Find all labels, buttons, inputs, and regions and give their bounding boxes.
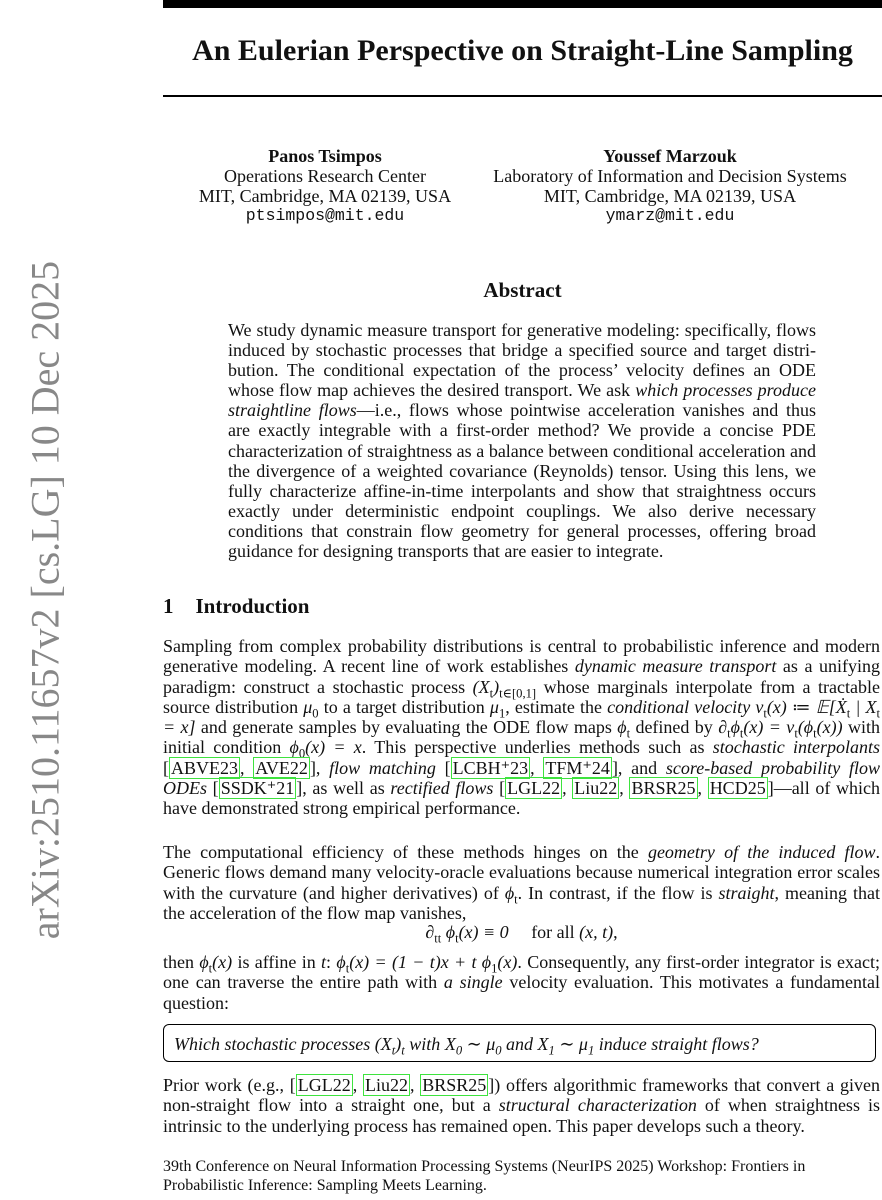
text-run: —i.e., flows whose pointwise acceleration vanishes and thus are exactly integrable with a first-order method? We provide a concise PDE characterization of straightness as a balance between conditional acceleration and the divergence of a weighted covariance (Reynolds) tensor. Using this lens, we fully characterize affine-in-time interpolants and show that straightness occurs exactly under deterministic endpoint couplings. We also derive necessary conditions that constrain flow geometry for general processes, offering broad guidance for designing transports that are easier to integrate. <box>228 400 816 562</box>
citation-link[interactable]: LGL22 <box>297 1075 351 1095</box>
math-text: 1 <box>548 1043 555 1058</box>
math-text: (x) = (1 − t)x + t ϕ <box>349 952 492 972</box>
author-email[interactable]: ptsimpos@mit.edu <box>245 206 405 225</box>
text-run: as a unifying paradigm: construct a stochastic process <box>163 656 880 697</box>
math-text: ) <box>395 1034 402 1054</box>
math-text: μ <box>303 696 313 717</box>
citation-link[interactable]: HCD25 <box>709 778 766 799</box>
text-run: then <box>163 952 200 972</box>
math-text: (x)) <box>816 717 843 738</box>
math-text: (ϕ <box>797 717 814 738</box>
citation-link[interactable]: Liu22 <box>364 1075 408 1095</box>
text-run: ]—all of which have demonstrated strong empirical performance. <box>163 778 881 819</box>
author-block <box>480 146 860 226</box>
math-text: 1 <box>491 961 498 976</box>
text-run: ]) offers algorithmic frameworks that convert a given non-straight flow into a straight one, but a <box>163 1075 880 1116</box>
emphasis-text: geometry of the induced flow <box>647 842 876 862</box>
math-text: t <box>763 706 767 721</box>
math-text: 0 <box>495 1043 502 1058</box>
text-run: . In contrast, if the flow is <box>517 882 719 903</box>
text-run: with <box>404 1034 445 1054</box>
math-text: v <box>750 696 764 717</box>
math-text: t <box>727 726 731 741</box>
math-text: ϕ <box>504 882 515 903</box>
text-run: and <box>501 1034 538 1054</box>
math-text: t <box>321 952 327 972</box>
math-text: tt <box>434 931 442 946</box>
math-text: t <box>401 1043 405 1058</box>
author-address: MIT, Cambridge, MA 02139, USA <box>198 186 452 206</box>
text-run: , <box>619 778 630 799</box>
author-address: MIT, Cambridge, MA 02139, USA <box>543 186 797 206</box>
author-name: Panos Tsimpos <box>268 146 382 166</box>
math-text: 1 <box>498 706 506 721</box>
math-text: t <box>208 961 213 976</box>
math-text: (x) ≔ 𝔼[Ẋ <box>766 696 847 717</box>
text-run: for all <box>508 922 580 942</box>
math-text: ϕ <box>336 952 346 972</box>
text-run: , <box>697 778 708 799</box>
emphasis-text: a single <box>443 972 503 993</box>
emphasis-text: rectified flows <box>390 778 494 799</box>
math-text: ϕ <box>617 717 627 738</box>
math-text: ∼ μ <box>554 1034 588 1054</box>
emphasis-text: stochastic interpolants <box>712 737 880 758</box>
text-run: . This perspective underlies methods such as <box>361 737 713 758</box>
emphasis-text: straight <box>718 882 775 903</box>
math-text: (x) <box>497 952 518 972</box>
math-text: ∂ <box>718 717 728 738</box>
footnote: 39th Conference on Neural Information Processing Systems (NeurIPS 2025) Workshop: Frontiers in Probabilistic Inference: Sampling Meets Learning. <box>163 1158 806 1194</box>
text-run: , meaning that the acceleration of the flow map vanishes, <box>163 882 880 923</box>
citation-link[interactable]: ABVE23 <box>171 757 238 778</box>
math-text: t <box>455 931 459 946</box>
math-text: X <box>444 1034 456 1054</box>
author-name: Youssef Marzouk <box>603 146 737 166</box>
title-rule <box>163 95 882 97</box>
math-text: μ <box>489 696 499 717</box>
math-text: ∼ μ <box>462 1034 496 1054</box>
text-run: with initial condition <box>163 717 880 758</box>
math-text: ϕ <box>730 717 740 738</box>
text-run: Sampling from complex probability distributions is central to probabilistic inference and modern generative modeling. A recent line of work establishes <box>163 636 880 677</box>
author-affiliation: Laboratory of Information and Decision Systems <box>493 166 847 186</box>
emphasis-text: conditional velocity <box>607 696 751 717</box>
emphasis-text: score-based probability flow ODEs <box>163 757 881 799</box>
section-title: Introduction <box>195 594 310 618</box>
top-rule <box>163 0 882 8</box>
text-run: velocity evaluation. This motivates a fundamental question: <box>163 972 880 1013</box>
math-text: t <box>626 726 631 741</box>
emphasis-text: dynamic measure transport <box>574 656 777 677</box>
math-text: t <box>345 961 350 976</box>
text-run: is affine in <box>232 952 322 972</box>
citation-link[interactable]: AVE22 <box>255 757 308 778</box>
math-text: 0 <box>455 1043 463 1058</box>
math-text: t <box>489 686 494 701</box>
author-affiliation: Operations Research Center <box>224 166 426 186</box>
math-text: ) <box>493 676 500 697</box>
math-text: ϕ <box>199 952 209 972</box>
math-text: (x) <box>212 952 233 972</box>
text-run: ], as well as <box>296 778 391 799</box>
paragraph <box>163 842 880 923</box>
text-run: [ <box>163 757 169 778</box>
citation-link[interactable]: BRSR25 <box>422 1075 487 1095</box>
math-text: = x] <box>163 717 196 738</box>
text-run: , <box>240 757 254 778</box>
author-block <box>190 146 460 226</box>
math-text: t <box>391 1043 396 1058</box>
text-run: [ <box>435 757 451 778</box>
math-text: 0 <box>312 706 319 721</box>
citation-link[interactable]: LGL22 <box>507 778 561 799</box>
citation-link[interactable]: LCBH⁺23 <box>452 757 529 778</box>
math-text: t <box>813 726 817 741</box>
math-text: (X <box>472 676 490 697</box>
text-run: whose marginals interpolate from a tractable source distribution <box>163 676 880 717</box>
text-run: , <box>613 922 618 942</box>
arxiv-identifier: arXiv:2510.11657v2 [cs.LG] 10 Dec 2025 <box>22 260 68 940</box>
text-run: Which stochastic processes <box>174 1034 375 1054</box>
text-run: , <box>562 778 573 799</box>
text-run: induce straight flows? <box>594 1034 759 1054</box>
text-run: of when straightness is intrinsic to the underlying process has remained open. This paper develops such a theory. <box>163 1095 880 1136</box>
text-run: [ <box>207 778 219 799</box>
emphasis-text: which processes produce straightline flows <box>228 380 816 421</box>
text-run: ], and <box>611 757 666 778</box>
math-text: t∈[0,1] <box>499 686 537 701</box>
text-run: to a target distribution <box>318 696 490 717</box>
text-run: , <box>352 1075 363 1095</box>
math-text: ϕ <box>441 922 456 942</box>
math-text: (x) = v <box>743 717 795 738</box>
text-run: Prior work (e.g., [ <box>163 1075 296 1095</box>
text-run: ], <box>309 757 330 778</box>
math-text: t <box>514 892 518 907</box>
text-run: The computational efficiency of these methods hinges on the <box>163 842 648 862</box>
paper-title: An Eulerian Perspective on Straight-Line Sampling <box>192 34 853 67</box>
citation-link[interactable]: SSDK⁺21 <box>220 778 295 799</box>
abstract-heading: Abstract <box>483 278 562 302</box>
math-text: t <box>794 726 798 741</box>
citation-link[interactable]: BRSR25 <box>631 778 696 799</box>
text-run: , estimate the <box>505 696 608 717</box>
text-run: , <box>530 757 544 778</box>
math-text: X <box>537 1034 549 1054</box>
emphasis-text: structural characterization <box>498 1095 697 1116</box>
text-run: [ <box>493 778 506 799</box>
text-run: , <box>409 1075 421 1095</box>
text-run: : <box>326 952 337 972</box>
emphasis-text: flow matching <box>329 757 436 778</box>
section-heading <box>163 594 331 619</box>
math-text: t <box>846 706 851 721</box>
math-text: ϕ <box>289 737 299 758</box>
math-text: t <box>739 726 744 741</box>
section-number: 1 <box>163 594 174 618</box>
math-text: (x, t) <box>579 922 614 942</box>
math-text: t <box>876 706 880 721</box>
math-text: (x) ≡ 0 <box>458 922 509 942</box>
text-run: We study dynamic measure transport for generative modeling: specifically, flows induced by stochastic processes that bridge a specified source and target distribution. The conditional expectation of the process’ velocity defines an ODE whose flow map achieves the desired transport. We ask <box>228 320 816 401</box>
abstract-text <box>228 320 816 561</box>
text-run: . Generic flows demand many velocity-oracle evaluations because numerical integration error scales with the curvature (and higher derivatives) of <box>163 842 881 903</box>
paragraph <box>163 952 880 1013</box>
text-run: . Consequently, any first-order integrator is exact; one can traverse the entire path with <box>163 952 880 993</box>
paragraph <box>163 1075 880 1136</box>
math-text: 1 <box>587 1043 595 1058</box>
citation-link[interactable]: Liu22 <box>574 778 618 799</box>
citation-link[interactable]: TFM⁺24 <box>545 757 610 778</box>
author-email[interactable]: ymarz@mit.edu <box>605 206 735 225</box>
math-text: | X <box>850 696 877 717</box>
math-text: (x) = x <box>305 737 362 758</box>
text-run: defined by <box>630 717 719 738</box>
question-box <box>163 1024 876 1062</box>
text-run: and generate samples by evaluating the ODE flow maps <box>195 717 618 738</box>
math-text: (X <box>374 1034 392 1054</box>
math-text: ∂ <box>425 922 435 942</box>
paragraph <box>163 636 880 819</box>
display-equation <box>163 922 880 946</box>
math-text: 0 <box>298 747 306 762</box>
